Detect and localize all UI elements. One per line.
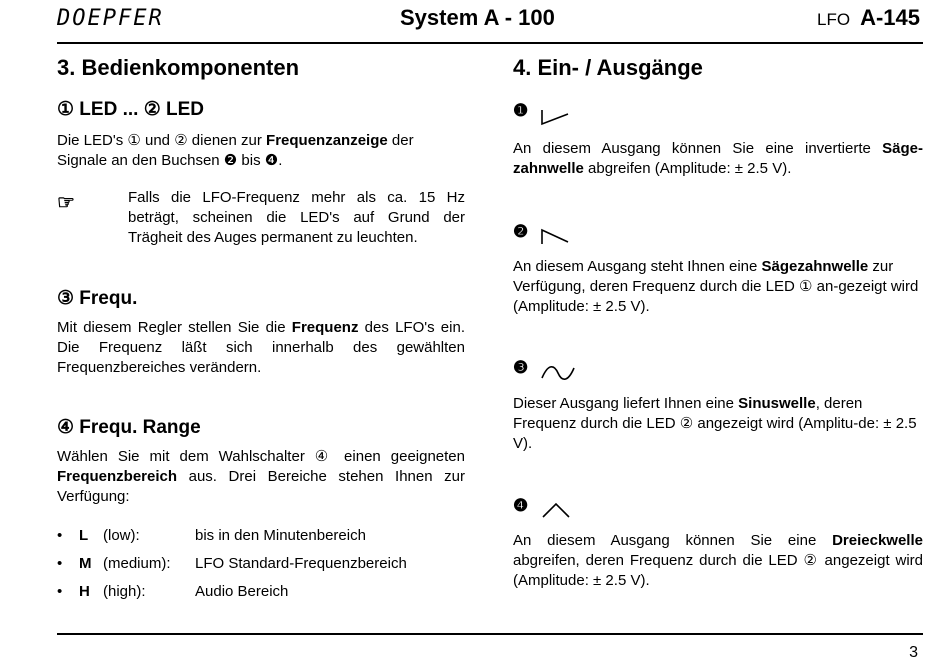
output-3-number: ❸ (513, 358, 529, 377)
paragraph-frequ: Mit diesem Regler stellen Sie die Frequenz des LFO's ein. Die Frequenz läßt sich innerhalb des gewählten Frequenzbereiches verändern. (57, 319, 465, 376)
note-led-frequency: Falls die LFO-Frequenz mehr als ca. 15 Hz beträgt, scheinen die LED's auf Grund der Trägheit des Auges permanent zu leuchten. (128, 189, 465, 246)
paragraph-output-4: An diesem Ausgang können Sie eine Dreieckwelle abgreifen, deren Frequenz durch die LED ② angezeigt wird (Amplitude: ± 2.5 V). (513, 532, 923, 589)
paragraph-output-3: Dieser Ausgang liefert Ihnen eine Sinuswelle, deren Frequenz durch die LED ② angezeigt wird (Amplitu-de: ± 2.5 V). (513, 395, 917, 452)
section-title-io: 4. Ein- / Ausgänge (513, 55, 703, 80)
system-title: System A - 100 (400, 5, 555, 30)
inverted-sawtooth-icon (540, 106, 570, 126)
paragraph-led: Die LED's ① und ② dienen zur Frequenzanzeige der Signale an den Buchsen ❷ bis ❹. (57, 132, 414, 169)
heading-led: ① LED ... ② LED (57, 99, 205, 120)
sine-icon (540, 362, 576, 384)
paragraph-output-2: An diesem Ausgang steht Ihnen eine Sägezahnwelle zur Verfügung, deren Frequenz durch die LED ① an-gezeigt wird (Amplitude: ± 2.5 V). (513, 258, 919, 315)
output-2-number: ❷ (513, 222, 529, 241)
triangle-icon (540, 500, 572, 520)
paragraph-frequ-range: Wählen Sie mit dem Wahlschalter ④ einen geeigneten Frequenzbereich aus. Drei Bereiche stehen Ihnen zur Verfügung: (57, 448, 465, 505)
heading-frequ: ③ Frequ. (57, 288, 138, 309)
page-number: 3 (909, 644, 918, 661)
heading-frequ-range: ④ Frequ. Range (57, 417, 201, 438)
output-4-number: ❹ (513, 496, 529, 515)
module-code: A-145 (860, 5, 920, 30)
paragraph-output-1: An diesem Ausgang können Sie eine invertierte Säge-zahnwelle abgreifen (Amplitude: ± 2.5 V). (513, 140, 923, 177)
footer-rule (57, 633, 923, 635)
module-id (817, 5, 920, 31)
section-title-controls: 3. Bedienkomponenten (57, 55, 300, 80)
pointing-hand-icon: ☞ (57, 192, 75, 214)
list-item-medium: • M (medium): LFO Standard-Frequenzbereich (57, 555, 407, 572)
sawtooth-icon (540, 226, 570, 246)
list-item-low: • L (low): bis in den Minutenbereich (57, 527, 366, 544)
header-rule (57, 42, 923, 44)
doepfer-logo: DOEPFER (57, 6, 164, 31)
output-1-number: ❶ (513, 101, 529, 120)
module-prefix: LFO (817, 10, 851, 29)
list-item-high: • H (high): Audio Bereich (57, 583, 289, 600)
